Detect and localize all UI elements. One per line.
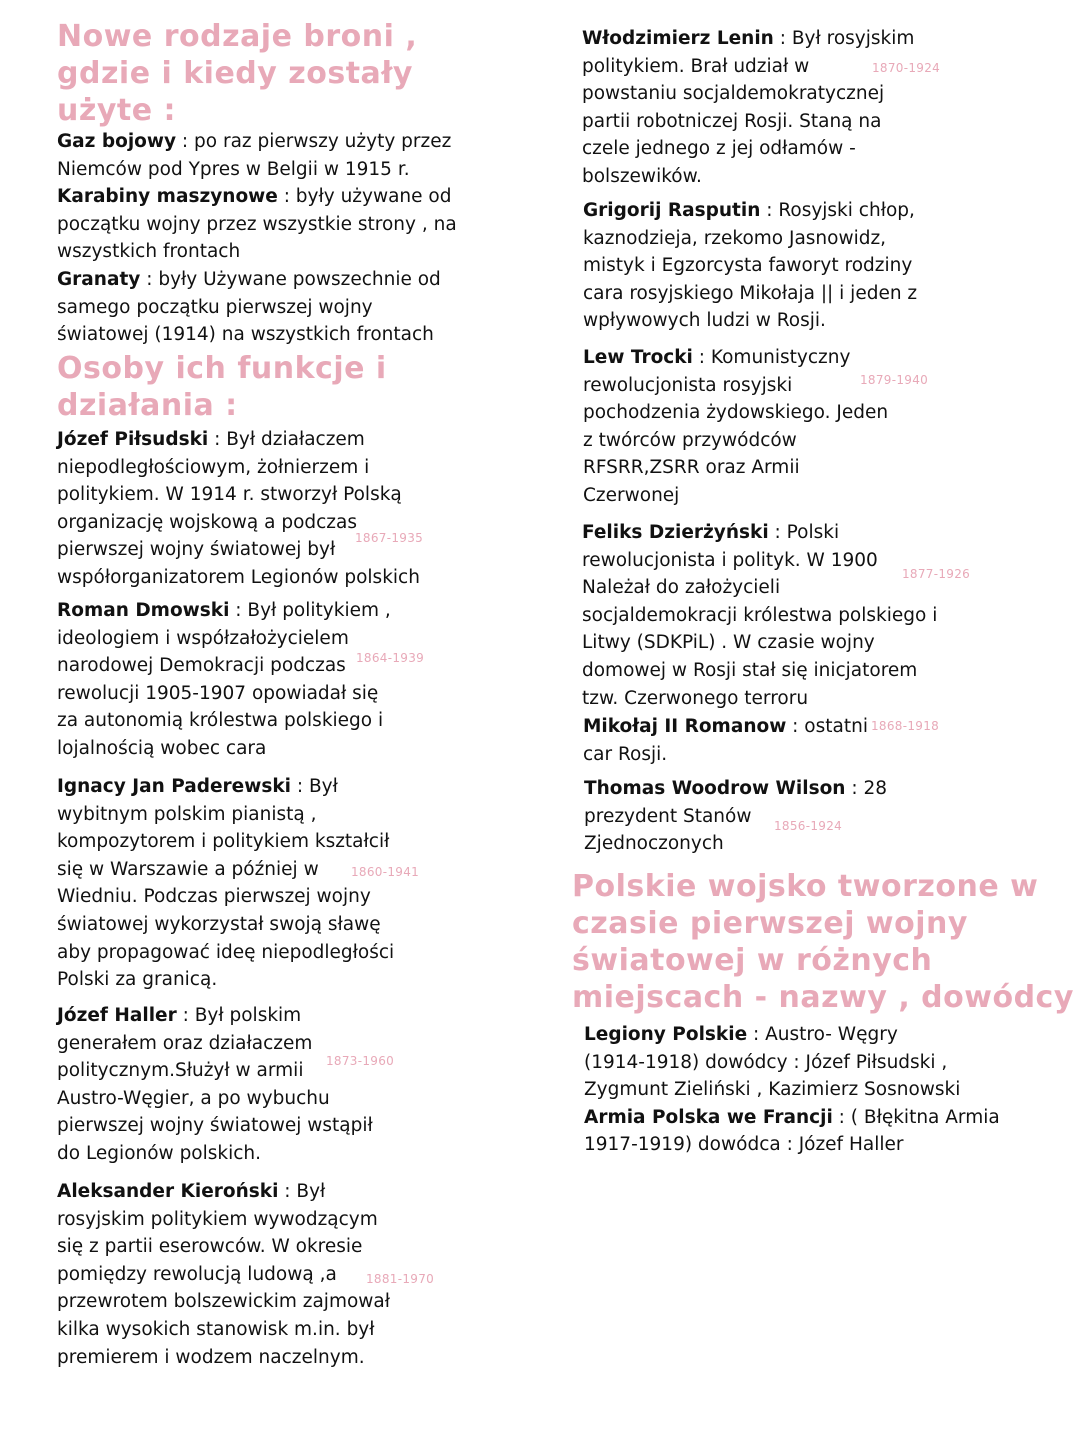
person-text: : Był działaczem xyxy=(208,429,365,450)
person-text: : Był xyxy=(290,776,338,797)
person-text: kompozytorem i politykiem kształcił xyxy=(57,831,390,853)
person-text: wybitnym polskim pianistą , xyxy=(57,803,317,825)
person-text: Austro-Węgier, a po wybuchu xyxy=(57,1087,330,1109)
army-heading-line: czasie pierwszej wojny xyxy=(572,906,968,941)
person-text: : Komunistyczny xyxy=(692,347,851,368)
person-text: za autonomią królestwa polskiego i xyxy=(57,710,384,732)
person-years: 1860-1941 xyxy=(351,865,420,879)
person-text: niepodległościowym, żołnierzem i xyxy=(57,456,370,478)
weapon-term: Gaz bojowy xyxy=(57,131,177,152)
person-text: politycznym.Służył w armii xyxy=(57,1060,304,1082)
person-text: rewolucjonista i polityk. W 1900 xyxy=(582,549,878,571)
person-text: lojalnością wobec cara xyxy=(57,737,267,759)
person-pilsudski xyxy=(57,426,420,592)
person-name: Feliks Dzierżyński xyxy=(582,522,769,543)
army-heading-line: światowej w różnych xyxy=(572,943,933,978)
army-term: Armia Polska we Francji xyxy=(584,1106,833,1128)
person-text: aby propagować ideę niepodległości xyxy=(57,941,395,963)
person-text: Wiedniu. Podczas pierwszej wojny xyxy=(57,886,371,908)
weapon-text: światowej (1914) na wszystkich frontach xyxy=(57,324,434,346)
person-name: Józef Haller xyxy=(57,1005,177,1026)
person-text: : Był polskim xyxy=(176,1005,302,1026)
person-wilson xyxy=(584,775,887,858)
person-text: przewrotem bolszewickim zajmował xyxy=(57,1291,391,1313)
person-text: politykiem. Brał udział w xyxy=(582,55,810,77)
person-text: Należał do założycieli xyxy=(582,577,781,599)
person-text: RFSRR,ZSRR oraz Armii xyxy=(583,457,800,479)
person-text: : Rosyjski chłop, xyxy=(760,200,915,221)
person-rasputin xyxy=(583,197,917,335)
weapons-heading-line: gdzie i kiedy zostały xyxy=(57,56,413,91)
person-text: się z partii eserowców. W okresie xyxy=(57,1236,363,1258)
person-kieronski xyxy=(57,1178,390,1371)
person-name: Grigorij Rasputin xyxy=(583,200,761,221)
weapon-text: początku wojny przez wszystkie strony , na xyxy=(57,213,457,235)
person-years: 1881-1970 xyxy=(366,1272,435,1286)
people-heading-line: Osoby ich funkcje i xyxy=(57,351,387,386)
person-text: : 28 xyxy=(845,778,888,799)
person-text: premierem i wodzem naczelnym. xyxy=(57,1346,365,1368)
person-name: Aleksander Kieroński xyxy=(57,1181,279,1202)
army-text: : Austro- Węgry xyxy=(747,1024,898,1045)
person-dzierzynski xyxy=(582,519,937,712)
person-text: : Polski xyxy=(768,522,840,543)
weapons-heading xyxy=(57,18,417,129)
person-years: 1856-1924 xyxy=(774,819,843,833)
army-term: Legiony Polskie xyxy=(584,1024,748,1045)
person-name: Włodzimierz Lenin xyxy=(582,28,774,49)
person-text: kilka wysokich stanowisk m.in. był xyxy=(57,1318,375,1340)
person-text: bolszewików. xyxy=(582,165,702,187)
person-text: politykiem. W 1914 r. stworzył Polską xyxy=(57,484,402,506)
person-text: narodowej Demokracji podczas xyxy=(57,655,346,677)
person-text: rewolucjonista rosyjski xyxy=(583,374,793,396)
person-text: z twórców przywódców xyxy=(583,429,797,451)
person-text: prezydent Stanów xyxy=(584,805,752,827)
person-years: 1864-1939 xyxy=(356,651,425,665)
weapon-term: Karabiny maszynowe xyxy=(57,186,278,208)
person-name: Lew Trocki xyxy=(583,347,693,368)
person-dmowski xyxy=(57,597,391,763)
weapon-text: : po raz pierwszy użyty przez xyxy=(176,131,452,152)
person-text: partii robotniczej Rosji. Staną na xyxy=(582,110,882,132)
person-haller xyxy=(57,1002,373,1168)
weapons-heading-line: Nowe rodzaje broni , xyxy=(57,19,418,54)
person-text: tzw. Czerwonego terroru xyxy=(582,687,809,709)
person-name: Józef Piłsudski xyxy=(57,429,209,450)
person-name: Mikołaj II Romanow xyxy=(583,716,787,737)
person-years: 1879-1940 xyxy=(860,373,929,387)
weapon-text: : były używane od xyxy=(277,186,452,208)
person-years: 1867-1935 xyxy=(355,531,424,545)
person-text: powstaniu socjaldemokratycznej xyxy=(582,83,885,105)
weapon-text: Niemców pod Ypres w Belgii w 1915 r. xyxy=(57,158,410,180)
person-text: : Był politykiem , xyxy=(229,600,391,621)
person-text: cara rosyjskiego Mikołaja || i jeden z xyxy=(583,282,918,304)
army-text: Zygmunt Zieliński , Kazimierz Sosnowski xyxy=(584,1079,961,1101)
person-text: car Rosji. xyxy=(583,743,668,765)
weapon-text: samego początku pierwszej wojny xyxy=(57,296,373,318)
person-name: Ignacy Jan Paderewski xyxy=(57,776,291,797)
weapon-text: wszystkich frontach xyxy=(57,241,241,263)
person-years: 1877-1926 xyxy=(902,567,971,581)
person-text: światowej wykorzystał swoją sławę xyxy=(57,913,381,935)
person-years: 1870-1924 xyxy=(872,61,941,75)
army-heading-line: miejscach - nazwy , dowódcy xyxy=(572,980,1074,1015)
army-text: (1914-1918) dowódcy : Józef Piłsudski , xyxy=(584,1051,948,1073)
person-text: pierwszej wojny światowej był xyxy=(57,539,336,561)
person-text: rosyjskim politykiem wywodzącym xyxy=(57,1208,378,1230)
person-text: ideologiem i współzałożycielem xyxy=(57,627,349,649)
person-text: się w Warszawie a później w xyxy=(57,858,319,880)
person-text: czele jednego z jej odłamów - xyxy=(582,138,856,160)
person-text: współorganizatorem Legionów polskich xyxy=(57,566,420,588)
person-text: mistyk i Egzorcysta faworyt rodziny xyxy=(583,255,913,277)
person-text: do Legionów polskich. xyxy=(57,1142,262,1164)
person-name: Roman Dmowski xyxy=(57,600,230,621)
person-text: wpływowych ludzi w Rosji. xyxy=(583,310,826,332)
weapon-term: Granaty xyxy=(57,268,141,290)
person-text: generałem oraz działaczem xyxy=(57,1032,313,1054)
weapons-heading-line: użyte : xyxy=(57,93,177,128)
person-text: Czerwonej xyxy=(583,484,680,506)
person-text: organizację wojskową a podczas xyxy=(57,511,357,533)
person-text: socjaldemokracji królestwa polskiego i xyxy=(582,604,938,626)
people-heading-line: działania : xyxy=(57,388,238,423)
weapon-text: : były Używane powszechnie od xyxy=(140,268,441,290)
person-name: Thomas Woodrow Wilson xyxy=(584,778,846,799)
weapon-item-gas xyxy=(57,128,457,349)
army-text: 1917-1919) dowódca : Józef Haller xyxy=(584,1134,904,1156)
person-text: rewolucji 1905-1907 opowiadał się xyxy=(57,682,379,704)
person-paderewski xyxy=(57,773,394,994)
person-text: pomiędzy rewolucją ludową ,a xyxy=(57,1263,337,1285)
person-text: : Był xyxy=(278,1181,326,1202)
army-heading-line: Polskie wojsko tworzone w xyxy=(572,869,1039,904)
army-heading xyxy=(572,868,1074,1016)
person-text: kaznodzieja, rzekomo Jasnowidz, xyxy=(583,227,887,249)
person-trocki xyxy=(583,344,888,510)
person-text: Polski za granicą. xyxy=(57,969,218,991)
army-text: : ( Błękitna Armia xyxy=(832,1106,1000,1128)
person-text: Litwy (SDKPiL) . W czasie wojny xyxy=(582,632,875,654)
people-heading xyxy=(57,350,387,424)
person-mikolaj xyxy=(583,713,868,768)
army-list xyxy=(584,1021,1000,1159)
person-text: Zjednoczonych xyxy=(584,833,724,855)
person-years: 1873-1960 xyxy=(326,1054,395,1068)
person-text: : Był rosyjskim xyxy=(773,28,915,49)
person-text: domowej w Rosji stał się inicjatorem xyxy=(582,659,918,681)
person-text: pierwszej wojny światowej wstąpił xyxy=(57,1115,373,1137)
person-lenin xyxy=(582,25,914,191)
person-years: 1868-1918 xyxy=(871,719,940,733)
person-text: : ostatni xyxy=(786,716,868,737)
person-text: pochodzenia żydowskiego. Jeden xyxy=(583,402,889,424)
